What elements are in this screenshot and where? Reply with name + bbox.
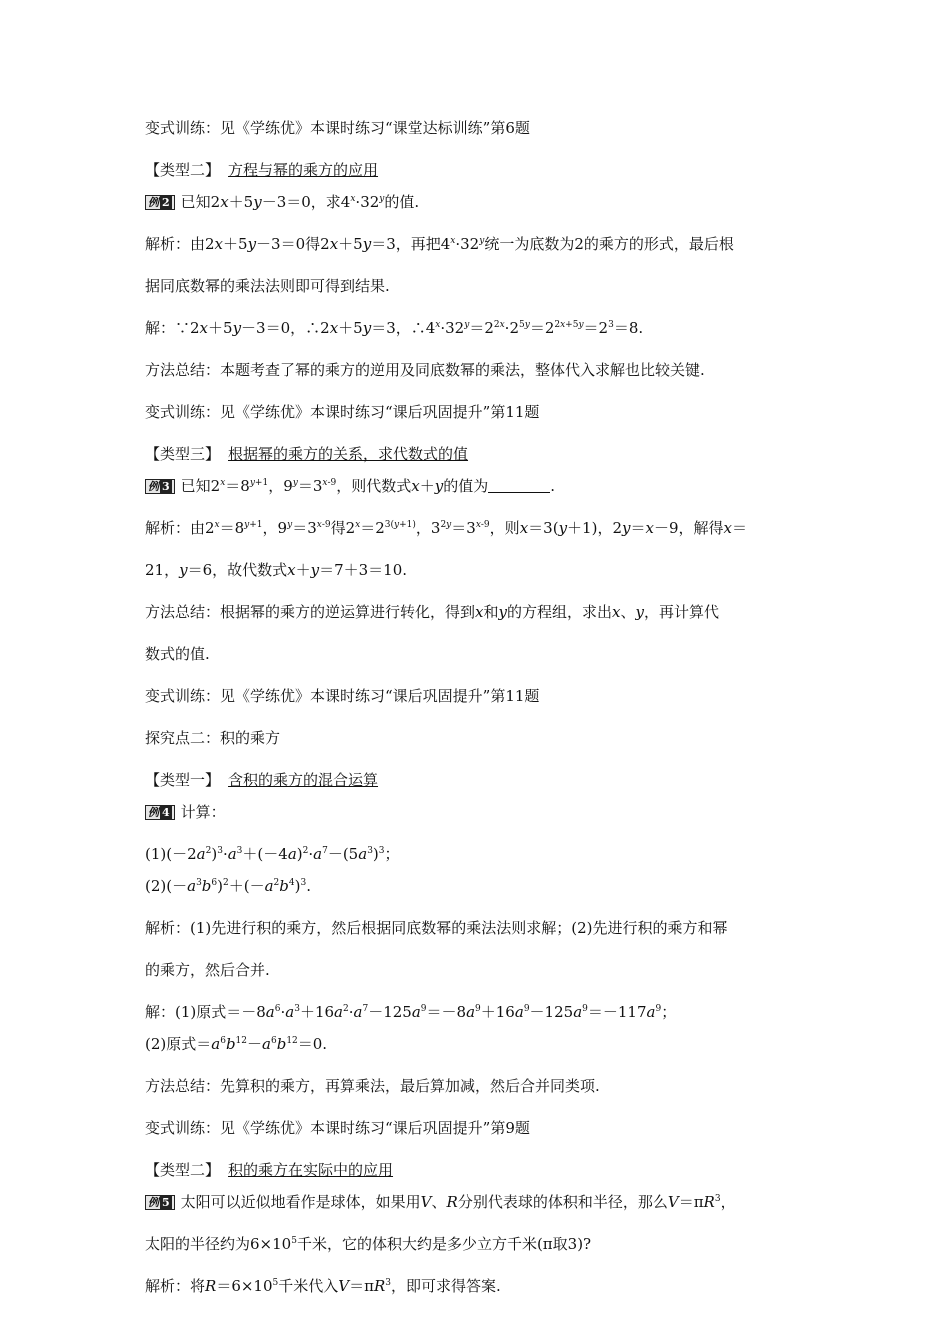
type-heading-4: [145, 770, 810, 790]
type-title: 积的乘方在实际中的应用: [228, 1161, 394, 1179]
example-3: [145, 476, 810, 496]
inquiry-point-2: 探究点二：积的乘方: [145, 729, 281, 747]
example-2-summary: 方法总结：本题考查了幂的乘方的逆用及同底数幂的乘法，整体代入求解也比较关键.: [145, 361, 705, 379]
type-heading-2: [145, 160, 810, 180]
type-tag: 【类型三】: [145, 445, 221, 463]
example-4: [145, 802, 810, 822]
example-badge-icon: 例 4: [145, 805, 175, 820]
type-title: 根据幂的乘方的关系，求代数式的值: [228, 445, 469, 463]
example-2-solution: 解：∵2x＋5y－3＝0，∴2x＋5y＝3，$\therefore 4^x\cdot 32^y=2^{2x}\cdot 2^{5y}=2^{2x+5y}=2^3=8$.: [145, 319, 644, 337]
type-heading-5: [145, 1160, 810, 1180]
example-badge-icon: 例 2: [145, 195, 175, 210]
example-3-analysis-2: 21，y＝6，故代数式x＋y＝7＋3＝10.: [145, 561, 408, 579]
type-heading-3: [145, 444, 810, 464]
type-tag: 【类型二】: [145, 1161, 221, 1179]
example-4-question-2: $(2)(-a^3b^6)^2+(-a^2b^4)^3$.: [145, 877, 311, 895]
example-4-solution-1: 解：(1)原式$=-8a^6\cdot a^3+16a^2\cdot a^7-125a^9=-8a^9+16a^9-125a^9=-117a^9$；: [145, 1003, 677, 1021]
example-3-text: 已知$2^x=8^{y+1}$，$9^y=3^{x-9}$，则代数式x＋y的值为 .: [180, 477, 556, 495]
example-3-summary-1: 方法总结：根据幂的乘方的逆运算进行转化，得到x和y的方程组，求出x、y，再计算代: [145, 603, 719, 621]
example-badge-icon: 例 5: [145, 1195, 175, 1210]
example-5-text-2: 太阳的半径约为$6\times 10^5$千米，它的体积大约是多少立方千米(π取3)?: [145, 1235, 592, 1253]
example-2: [145, 192, 810, 212]
example-3-summary-2: 数式的值.: [145, 645, 210, 663]
example-4-solution-2: (2)原式$=a^6b^{12}-a^6b^{12}=0$.: [145, 1035, 328, 1053]
type-tag: 【类型一】: [145, 771, 221, 789]
example-3-analysis-1: 解析：由$2^x=8^{y+1}$，$9^y=3^{x-9}$得$2^x=2^{3(y+1)}$，$3^{2y}=3^{x-9}$，则x＝3(y＋1)，2y＝x－9，解得x＝: [145, 519, 747, 537]
example-4-summary: 方法总结：先算积的乘方，再算乘法，最后算加减，然后合并同类项.: [145, 1077, 600, 1095]
type-tag: 【类型二】: [145, 161, 221, 179]
example-4-analysis-2: 的乘方，然后合并.: [145, 961, 270, 979]
example-5-text-1: 太阳可以近似地看作是球体，如果用V、R分别代表球的体积和半径，那么$V=\pi R^3$，: [180, 1193, 736, 1211]
example-2-analysis-2: 据同底数幂的乘法法则即可得到结果.: [145, 277, 390, 295]
variant-training-2: 变式训练：见《学练优》本课时练习“课后巩固提升”第11题: [145, 403, 540, 421]
variant-training-3: 变式训练：见《学练优》本课时练习“课后巩固提升”第11题: [145, 687, 540, 705]
variant-training-1: 变式训练：见《学练优》本课时练习“课堂达标训练”第6题: [145, 119, 530, 137]
example-2-analysis-1: 解析：由2x＋5y－3＝0得2x＋5y＝3，再把$4^x\cdot 32^y$统一为底数为2的乘方的形式，最后根: [145, 235, 734, 253]
example-5: [145, 1192, 810, 1212]
type-title: 含积的乘方的混合运算: [228, 771, 379, 789]
document-page: [145, 118, 810, 1318]
example-4-text: 计算：: [180, 803, 226, 821]
example-badge-icon: 例 3: [145, 479, 175, 494]
variant-training-4: 变式训练：见《学练优》本课时练习“课后巩固提升”第9题: [145, 1119, 530, 1137]
answer-blank: [488, 478, 550, 493]
example-2-text: 已知2x＋5y－3＝0，求$4^x\cdot 32^y$的值.: [180, 193, 420, 211]
example-4-question-1: $(1)(-2a^2)^3\cdot a^3+(-4a)^2\cdot a^7-(5a^3)^3$；: [145, 845, 400, 863]
example-4-analysis-1: 解析：(1)先进行积的乘方，然后根据同底数幂的乘法法则求解；(2)先进行积的乘方和幂: [145, 919, 728, 937]
example-5-analysis: 解析：将$R=6\times 10^5$千米代入$V=\pi R^3$，即可求得答案.: [145, 1277, 501, 1295]
type-title: 方程与幂的乘方的应用: [228, 161, 379, 179]
